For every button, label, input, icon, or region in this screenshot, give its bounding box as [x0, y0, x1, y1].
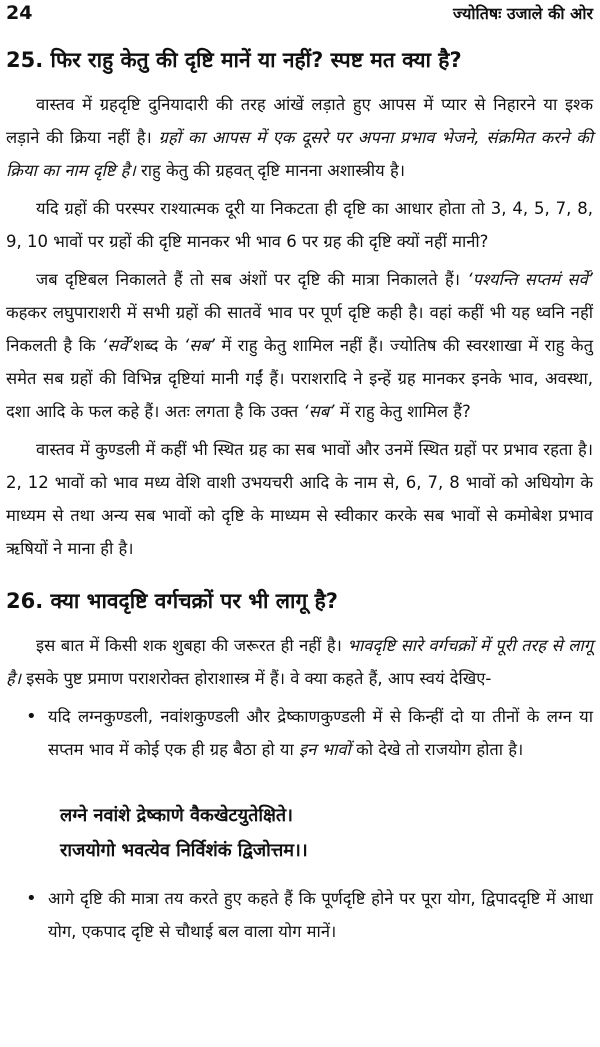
q25-p1-italic-definition: ग्रहों का आपस में एक दूसरे पर अपना प्रभाव भेजने, संक्रमित करने की क्रिया का नाम दृष्टि है।	[6, 128, 594, 180]
q26-p1-italic-statement: भावदृष्टि सारे वर्गचक्रों में पूरी तरह से लागू है।	[6, 636, 593, 688]
question-26-heading: 26. क्या भावदृष्टि वर्गचक्रों पर भी लागू है?	[6, 589, 338, 613]
q26-paragraph-1	[6, 629, 593, 695]
q26-p1-text-end: इसके पुष्ट प्रमाण पराशरोक्त होराशास्त्र में हैं। वे क्या कहते हैं, आप स्वयं देखिए-	[26, 669, 492, 688]
list-item: • आगे दृष्टि की मात्रा तय करते हुए कहते हैं कि पूर्णदृष्टि होने पर पूरा योग, द्विपाददृष्टि में आधा योग, एकपाद दृष्टि से चौथाई बल वाला योग मानें।	[26, 882, 593, 948]
q25-p3-quote-sab-1: ‘सब’	[183, 336, 216, 355]
q25-p3-text-a: जब दृष्टिबल निकालते हैं तो सब अंशों पर दृष्टि की मात्रा निकालते हैं।	[36, 270, 461, 289]
q25-paragraph-2: यदि ग्रहों की परस्पर राश्यात्मक दूरी या निकटता ही दृष्टि का आधार होता तो 3, 4, 5, 7, 8, 9, 10 भावों पर ग्रहों की दृष्टि मानकर भी भाव 6 पर ग्रह की दृष्टि क्यों नहीं मानी?	[6, 199, 593, 251]
bullet1-text-end: को देखे तो राजयोग होता है।	[356, 740, 524, 759]
q25-p3-quote-sarve: ‘सर्वे’	[102, 336, 133, 355]
page-header	[6, 0, 593, 28]
q25-p1-text-start: वास्तव में ग्रहदृष्टि दुनियादारी की तरह आंखें लड़ाते हुए आपस में प्यार से निहारने या इश्क लड़ाने की क्रिया नहीं है।	[6, 95, 593, 147]
verse-line-2: राजयोगो भवत्येव निर्विशंकं द्विजोत्तम।।	[60, 840, 308, 861]
q26-bullet-list-2	[26, 882, 593, 948]
q25-paragraph-4: वास्तव में कुण्डली में कहीं भी स्थित ग्रह का सब भावों और उनमें स्थित ग्रहों पर प्रभाव रहता है। 2, 12 भावों को भाव मध्य वेशि वाशी उभयचरी आदि के नाम से, 6, 7, 8 भावों को अधियोग के माध्यम से तथा अन्य सब भावों को दृष्टि के माध्यम से स्वीकार करके सब भावों से कमोबेश प्रभाव ऋषियों ने माना ही है।	[6, 440, 593, 558]
page-number: 24	[6, 2, 33, 24]
question-25-section	[6, 46, 593, 565]
verse-line-1: लग्ने नवांशे द्रेष्काणे वैकखेटयुतेक्षिते।	[60, 805, 293, 826]
running-title: ज्योतिषः उजाले की ओर	[452, 4, 593, 23]
list-item	[26, 700, 593, 766]
q25-paragraph-1	[6, 88, 593, 187]
q26-p1-text-start: इस बात में किसी शक शुबहा की जरूरत ही नहीं है।	[36, 636, 342, 655]
q26-bullet-list-1	[26, 700, 593, 766]
question-25-heading: 25. फिर राहु केतु की दृष्टि मानें या नहीं? स्पष्ट मत क्या है?	[6, 48, 462, 72]
q25-p1-text-end: राहु केतु की ग्रहवत् दृष्टि मानना अशास्त्रीय है।	[140, 161, 406, 180]
q25-p3-text-e: में राहु केतु शामिल हैं?	[339, 402, 471, 421]
bullet1-text-start: यदि लग्नकुण्डली, नवांशकुण्डली और द्रेष्काणकुण्डली में से किन्हीं दो या तीनों के लग्न या सप्तम भाव में कोई एक ही ग्रह बैठा हो या	[48, 707, 593, 759]
q25-p3-quote-pashyanti: ‘पश्यन्ति सप्तमं सर्वे’	[467, 270, 593, 289]
q25-p3-text-b: कहकर लघुपाराशरी में सभी ग्रहों की सातवें भाव पर पूर्ण दृष्टि कही है। वहां कहीं भी यह ध्वनि नहीं निकलती है कि	[6, 303, 593, 355]
q25-p3-quote-sab-2: ‘सब’	[303, 402, 335, 421]
bullet1-italic: इन भावों	[298, 740, 351, 759]
sanskrit-verse	[60, 798, 593, 868]
q25-p3-text-d: में राहु केतु शामिल नहीं हैं। ज्योतिष की स्वरशाखा में राहु केतु समेत सब ग्रहों की विभिन्न दृष्टियां मानी गईं हैं। पराशरादि ने इन्हें ग्रह मानकर इनके भाव, अवस्था, दशा आदि के फल कहे हैं। अतः लगता है कि उक्त	[6, 336, 593, 421]
q25-paragraph-3	[6, 263, 593, 428]
q25-p3-text-c: शब्द के	[132, 336, 178, 355]
question-26-section	[6, 587, 593, 948]
